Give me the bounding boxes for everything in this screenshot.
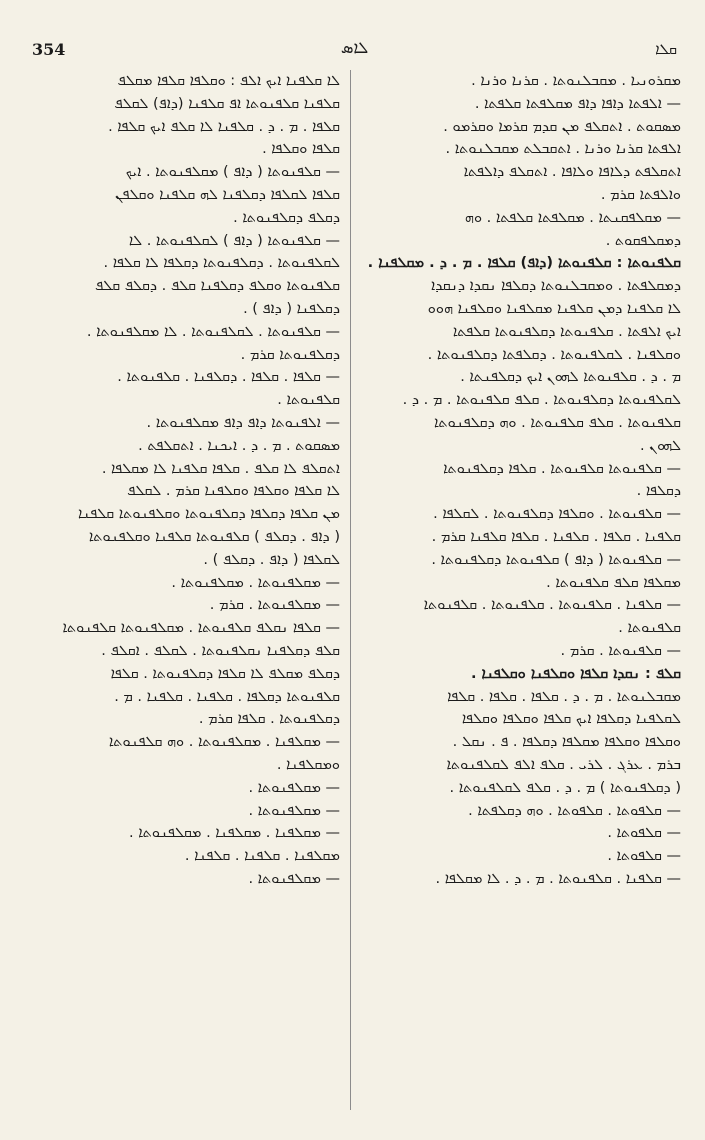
entry-line: — ܩܠܦܢܘܬܐ ( ܕܐܦ ) ܠܩܠܦܢܘܬܐ . ܠܐ (128, 232, 340, 249)
entry-line: — ܩܠܦܢܐ . ܩܠܦܢܘܬܐ . ܡ . ܕ . ܠܐ ܡܩܠܦܐ . (435, 870, 681, 887)
entry-line: ܩܠܦܢܐ . ܩܠܦܐ . ܩܠܦܢܐ . ܩܠܦܐ ܩܠܦܢܐ ܩܪܡ . (431, 528, 681, 545)
entry-line: ܩܠܦܢܐ ܩܠܦܢܘܬܐ ܐܦ ܩܠܦܢܐ (ܕܐܦ) ܠܩܠܦ (114, 95, 340, 112)
entry-line: — ܩܠܦܢܘܬܐ ܩܠܦܢܘܬܐ . ܩܠܦܐ ܕܩܠܦܢܘܬܐ (443, 460, 681, 477)
headword-line: ܩܠܦܢܘܬܐ : ܩܠܦܢܘܬܐ (ܕܐܦ) ܩܠܦܐ . ܡ . ܕ . ܡܩܠܦܢܐ . (367, 255, 681, 272)
entry-line: ܡܩܠܦܢܐ . ܩܠܦܢܐ . ܩܠܦܢܐ . (184, 848, 340, 865)
entry-line: — ܐܠܦܬܐ ܕܐܦܐ ܕܐܦ ܡܩܠܦܬܐ ܩܠܦܬܐ . (474, 95, 681, 112)
entry-line: ܡ . ܕ . ܩܠܦܢܘܬܐ ܠܗܘܢ ܐܝܟ ܕܩܠܦܢܬܐ . (460, 369, 681, 386)
entry-line: ܕܩܠܦ ܡܩܠܦ ܠܐ ܩܠܦܐ ܕܩܠܦܢܘܬܐ . ܩܠܦܐ (110, 665, 340, 682)
entry-line: — ܡܩܠܦܢܐ . ܡܩܠܦܢܘܬܐ . ܘܗ ܩܠܦܢܘܬܐ (108, 734, 340, 751)
entry-line: ܡܩܪܘܢܝܐ . ܡܩܒܠܢܘܬܐ . ܩܪܢܐ ܘܪܢܐ . (471, 73, 681, 89)
entry-line: ܕܩܠܦܢܘܬܐ . ܩܠܦܐ ܩܪܡ . (198, 711, 340, 728)
entry-line: ܐܝܟ ܐܠܦܬܐ . ܩܠܦܢܘܬܐ ܕܩܠܦܢܘܬܐ ܩܠܦܬܐ (452, 323, 681, 340)
entry-line: ܕܡܩܠܦܩܘܬ . (605, 232, 681, 249)
entry-line: — ܡܩܠܦܢܐ . ܡܩܠܦܢܐ . ܡܩܠܦܢܘܬܐ . (129, 825, 340, 842)
entry-line: ܕܩܠܦܢܘܬܐ ܩܪܡ . (240, 346, 340, 363)
entry-line: — ܩܠܦܐ . ܩܠܦܐ . ܕܩܠܦܢܐ . ܩܠܦܢܘܬܐ . (117, 369, 340, 386)
entry-line: ܠܩܠܦܐ ( ܕܐܦ . ܕܩܠܦ ) . (203, 551, 340, 568)
entry-line: — ܩܠܦܘܬܐ . (607, 848, 681, 865)
entry-line: ܐܠܦܬܐ ܩܪܢܐ ܘܪܢܐ . ܐܬܩܒܠܬ ܡܩܒܠܢܘܬܐ . (445, 141, 681, 158)
page-number: 354 (32, 40, 66, 59)
entry-line: ܡܢ ܩܠܦܐ ܕܩܠܦܐ ܕܩܠܦܢܘܬܐ ܘܩܠܦܢܘܬܐ ܩܠܦܢܐ (77, 506, 340, 523)
left-column (22, 70, 340, 1110)
entry-line: ܩܠܦܢܘܬܐ . (618, 620, 681, 637)
entry-line: — ܡܩܠܦܢܘܬܐ . (248, 802, 340, 819)
entry-line: ܘܩܠܦܐ ܘܩܠܦܐ ܡܩܠܦܐ ܕܩܠܦܐ . ܦ . ܢܩܠ . (452, 734, 681, 751)
page-header (32, 38, 677, 64)
entry-line: — ܩܠܦܘܬܐ . (607, 825, 681, 842)
running-title: ܠܐܣ (340, 38, 369, 57)
entry-line: ܩܠܦܐ . ܡ . ܕ . ܩܠܦܢܐ ܠܐ ܩܠܦ ܐܝܟ ܩܠܦܐ . (108, 118, 340, 135)
entry-line: ( ܕܩܠܦܢܘܬܐ ) ܡ . ܕ . ܩܠܦ ܠܩܠܦܢܘܬܐ . (449, 779, 681, 796)
entry-line: — ܡܩܠܦܢܘܬܐ . (248, 779, 340, 796)
entry-line: — ܡܩܠܦܢܘܬܐ . ܩܪܡ . (209, 597, 340, 614)
entry-line: ܡܣܩܘܬ . ܡ . ܕ . ܐܝܟܢܐ . ܐܬܩܠܦܬ . (138, 437, 340, 454)
entry-line: ܠܩܠܦܢܘܬܐ ܕܩܠܦܢܘܬܐ . ܩܠܦ ܩܠܦܢܘܬܐ . ܡ . ܕ . (402, 392, 681, 409)
entry-line: ܩܠܦܢܘܬܐ . ܩܠܦ ܩܠܦܢܘܬܐ . ܘܗ ܕܩܠܦܢܘܬܐ (434, 414, 681, 431)
entry-line: ܠܐ ܩܠܦܐ ܘܩܠܦܐ ܘܩܠܦܢܐ ܩܪܡ . ܠܩܠܦ (127, 483, 340, 500)
entry-line: — ܩܠܦܢܘܬܐ ( ܕܐܦ ) ܡܩܠܦܢܘܬܐ . ܐܝܟ (125, 164, 340, 181)
entry-line: ܘܡܩܠܦܢܐ . (276, 756, 340, 773)
entry-line: — ܡܩܠܦܩܢܬܐ . ܡܩܠܦܬܐ ܩܠܦܬܐ . ܘܗ (464, 209, 681, 226)
catchword: ܩܠܐ (655, 40, 677, 58)
entry-line: ܕܩܠܦܐ . (636, 483, 681, 500)
entry-line: ܩܠܦܐ ܠܩܠܦܐ ܕܩܠܦܢܐ ܠܗ ܩܠܦܢܐ ܘܩܠܦܢ (115, 186, 340, 203)
right-column (363, 70, 681, 1110)
entry-line: ܠܩܠܦܢܘܬܐ . ܕܩܠܦܢܘܬܐ ܕܩܠܦܐ ܠܐ ܩܠܦܐ . (103, 255, 340, 272)
entry-line: — ܩܠܦܢܘܬܐ . ܩܪܡ . (560, 642, 681, 659)
entry-line: — ܩܠܦܢܘܬܐ ( ܕܐܦ ) ܩܠܦܢܘܬܐ ܕܩܠܦܢܘܬܐ . (431, 551, 681, 568)
entry-line: ܩܠܦ ܕܩܠܦܢܐ ܢܩܠܦܢܘܬܐ . ܠܩܠܦ . ܐܩܠܦ . (101, 642, 340, 659)
entry-line: — ܩܠܦܘܬܐ . ܩܠܦܘܬܐ . ܘܗ ܕܩܠܦܬܐ . (468, 802, 681, 819)
entry-line: ܩܠܦܢܘܬܐ . (277, 392, 340, 409)
entry-line: ܕܩܠܦܢܐ ( ܕܐܦ ) . (243, 300, 340, 317)
entry-line: ܐܬܩܠܦ ܠܐ ܩܠܦ . ܩܠܦܐ ܩܠܦܢܐ ܠܐ ܡܩܠܦܐ . (101, 460, 340, 477)
entry-line: ܠܐ ܩܠܦܢܐ ܕܡܢ ܩܠܦܢܐ ܡܩܠܦܢܐ ܘܩܠܦܢܐ ܗܘܘ (427, 300, 681, 317)
entry-line: ܡܣܩܘܬ . ܐܬܩܠܦ ܡܢ ܩܕܡ ܩܪܡܐ ܘܩܪܡܘ . (443, 118, 681, 135)
entry-line: ܩܠܦܢܘܬܐ ܘܩܠܦ ܕܩܠܦܢܐ ܩܠܦ . ܕܩܠܦ ܩܠܦ (94, 278, 340, 295)
entry-line: ( ܕܐܦ . ܕܩܠܦ ) ܩܠܦܢܘܬܐ ܩܠܦܢܐ ܘܩܠܦܢܘܬܐ (88, 528, 340, 545)
entry-line: ܠܩܠܦܢܐ ܕܩܠܦܐ ܐܝܟ ܩܠܦܐ ܘܩܠܦܐ ܘܩܠܦܐ (461, 711, 681, 728)
entry-line: — ܩܠܦܐ ܢܩܠܦ ܩܠܦܢܘܬܐ . ܡܩܠܦܢܘܬܐ ܩܠܦܢܘܬܐ (62, 620, 340, 637)
entry-line: — ܡܩܠܦܢܘܬܐ . (248, 870, 340, 887)
entry-line: ܠܗܘܢ . (639, 437, 681, 454)
entry-line: ܘܐܠܦܬܐ ܩܪܡ . (600, 186, 681, 203)
entry-line: — ܐܠܦܢܘܬܐ ܕܐܦ ܕܐܦ ܡܩܠܦܢܘܬܐ . (146, 414, 340, 431)
entry-line: — ܩܠܦܢܘܬܐ . ܘܩܠܦܐ ܕܩܠܦܢܘܬܐ . ܠܩܠܦܐ . (433, 506, 681, 523)
entry-line: — ܩܠܦܢܐ . ܩܠܦܢܘܬܐ . ܩܠܦܢܘܬܐ . ܩܠܦܢܘܬܐ (423, 597, 681, 614)
entry-line: ܩܠܦܐ ܘܩܠܦܐ . (262, 141, 340, 158)
column-divider (350, 70, 351, 1110)
entry-line: — ܩܠܦܢܘܬܐ . ܠܩܠܦܢܘܬܐ . ܠܐ ܡܩܠܦܢܘܬܐ . (86, 323, 340, 340)
entry-line: ܘܩܠܦܢܐ . ܠܩܠܦܢܘܬܐ . ܕܩܠܦܬܐ ܕܩܠܦܢܘܬܐ . (427, 346, 681, 363)
headword-line: ܩܠܦ : ܢܩܕܐ ܩܠܦܐ ܘܩܠܦܢܐ ܘܩܠܦܢܐ . (470, 665, 681, 682)
entry-line: ܩܠܦܢܘܬܐ ܕܩܠܦܐ . ܩܠܦܢܐ . ܩܠܦܢܐ . ܡ . (114, 688, 340, 705)
entry-line: ܐܬܩܠܦܬ ܕܠܐܦܐ ܘܠܐܦܐ . ܐܬܩܠܦ ܕܐܠܦܬܐ (463, 164, 681, 181)
entry-line: ܡܩܒܠܢܘܬܐ . ܡ . ܕ . ܩܠܦܐ . ܩܠܦܐ . ܩܠܦܐ (447, 688, 681, 705)
entry-line: ܡܩܠܦܐ ܩܠܦ ܩܠܦܢܘܬܐ . (546, 574, 681, 591)
entry-line: — ܡܩܠܦܢܘܬܐ . ܡܩܠܦܢܘܬܐ . (171, 574, 340, 591)
entry-line: ܕܩܠܦ ܕܩܠܦܢܘܬܐ . (233, 209, 340, 226)
entry-line: ܠܐ ܩܠܦܢܐ ܐܝܟ ܐܠܦ : ܘܩܠܦܐ ܩܠܦܐ ܡܩܠܦ (117, 73, 340, 89)
entry-line: ܕܡܩܠܦܬܐ . ܘܡܩܒܠܢܘܬܐ ܕܩܠܦܐ ܢܩܕܐ ܕܢܩܕܐ (431, 278, 681, 295)
entry-line: ܒܪܡ . ܥܪܓ . ܠܪܝ . ܩܠܦ ܐܠܦ ܠܩܠܦܢܘܬܐ (446, 756, 681, 773)
